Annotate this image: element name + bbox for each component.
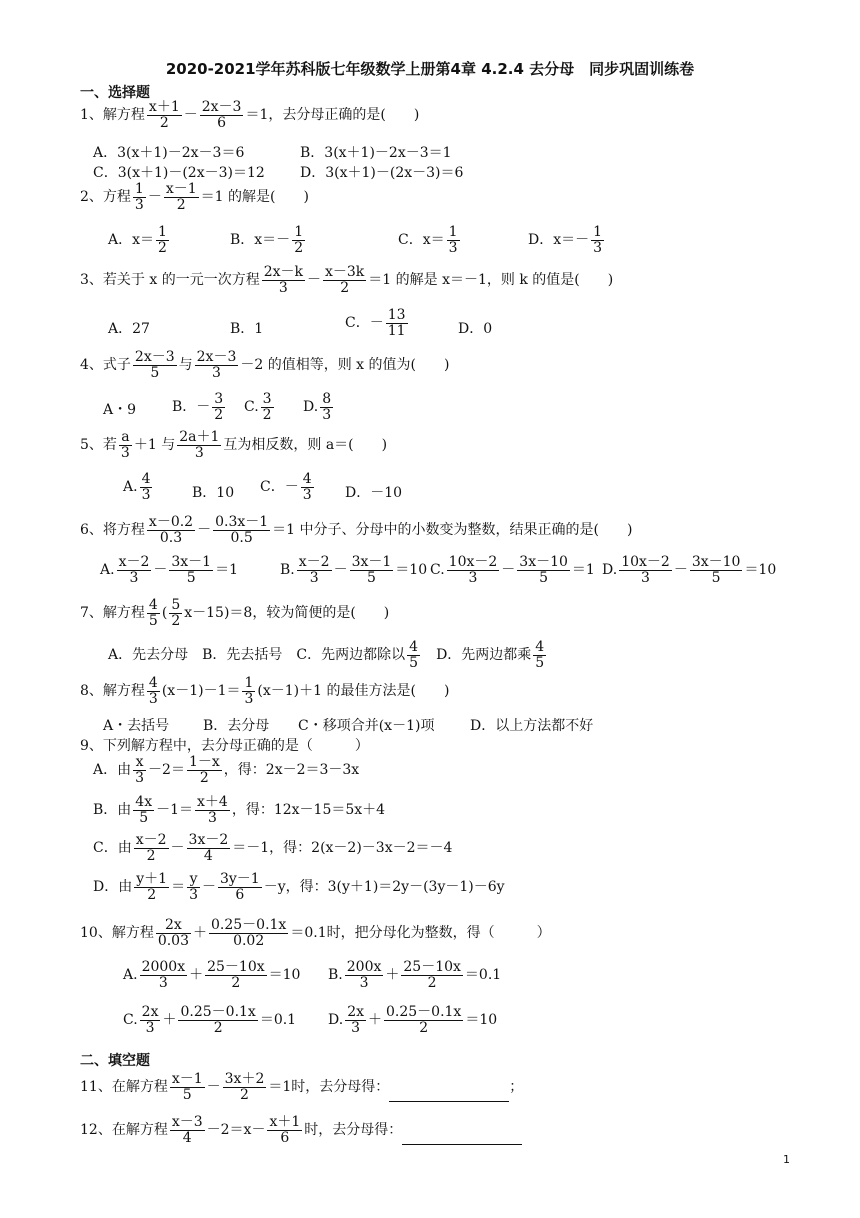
q9-option-c: C．由 $\frac{x-2}{2}$ － $\frac{3x-2}{4}$ ＝－1，得：2(x－2)－3x－2＝－4 <box>93 832 453 864</box>
q10-option-c: C. $\frac{2x}{3}$ ＋ $\frac{0.25-0.1x}{2}$ ＝0.1 <box>123 1004 297 1036</box>
q10-option-a: A. $\frac{2000x}{3}$ ＋ $\frac{25-10x}{2}$ ＝10 <box>123 959 301 991</box>
question-1: 1、解方程 $\frac{x+1}{2}$ － $\frac{2x-3}{6}$ ＝1，去分母正确的是( ) <box>80 99 420 131</box>
question-5: 5、若 $\frac{a}{3}$ ＋1 与 $\frac{2a+1}{3}$ 互为相反数，则 a＝( ) <box>80 429 388 461</box>
q2-option-a: A．x＝ $\frac{1}{2}$ <box>108 224 167 256</box>
q12-answer-blank[interactable] <box>402 1130 522 1145</box>
q2-option-b: B．x＝－ $\frac{1}{2}$ <box>230 224 304 256</box>
question-3: 3、若关于 x 的一元一次方程 $\frac{2x-k}{3}$ － $\frac{x-3k}{2}$ ＝1 的解是 x＝－1，则 k 的值是( ) <box>80 264 614 296</box>
q5-option-c: C．－ $\frac{4}{3}$ <box>260 471 312 503</box>
question-10: 10、解方程 $\frac{2x}{0.03}$ ＋ $\frac{0.25-0.1x}{0.02}$ ＝0.1时，把分母化为整数，得（ ） <box>80 917 551 949</box>
q3-option-b: B．1 <box>230 321 264 337</box>
q9-option-a: A．由 $\frac{x}{3}$ －2＝ $\frac{1-x}{2}$ ，得：2x－2＝3－3x <box>93 754 360 786</box>
q10-option-d: D. $\frac{2x}{3}$ ＋ $\frac{0.25-0.1x}{2}$ ＝10 <box>328 1004 498 1036</box>
section-choice-heading: 一、选择题 <box>80 85 150 101</box>
q3-option-d: D．0 <box>458 321 493 337</box>
question-4: 4、式子 $\frac{2x-3}{5}$ 与 $\frac{2x-3}{3}$ －2 的值相等，则 x 的值为( ) <box>80 349 450 381</box>
q6-option-a: A. $\frac{x-2}{3}$ － $\frac{3x-1}{5}$ ＝1 <box>100 554 239 586</box>
q1-option-a: A．3(x＋1)－2x－3＝6 <box>93 145 245 161</box>
question-9: 9、下列解方程中，去分母正确的是（ ） <box>80 738 369 754</box>
q1-option-d: D．3(x＋1)－(2x－3)＝6 <box>300 165 464 181</box>
q6-option-b: B. $\frac{x-2}{3}$ － $\frac{3x-1}{5}$ ＝10 <box>280 554 428 586</box>
q9-option-d: D．由 $\frac{y+1}{2}$ ＝ $\frac{y}{3}$ － $\frac{3y-1}{6}$ －y，得：3(y＋1)＝2y－(3y－1)－6y <box>93 871 505 903</box>
q2-option-c: C．x＝ $\frac{1}{3}$ <box>398 224 458 256</box>
q5-option-b: B．10 <box>192 485 235 501</box>
q4-option-c: C. $\frac{3}{2}$ <box>244 391 272 423</box>
q6-option-c: C. $\frac{10x-2}{3}$ － $\frac{3x-10}{5}$ ＝1 <box>430 554 595 586</box>
q2-option-d: D．x＝－ $\frac{1}{3}$ <box>528 224 603 256</box>
q10-option-b: B. $\frac{200x}{3}$ ＋ $\frac{25-10x}{2}$ ＝0.1 <box>328 959 502 991</box>
q4-option-a: A・9 <box>103 402 137 418</box>
q11-answer-blank[interactable] <box>389 1087 509 1102</box>
question-12: 12、在解方程 $\frac{x-3}{4}$ －2＝x－ $\frac{x+1}{6}$ 时，去分母得： <box>80 1115 522 1145</box>
question-6: 6、将方程 $\frac{x-0.2}{0.3}$ － $\frac{0.3x-1}{0.5}$ ＝1 中分子、分母中的小数变为整数，结果正确的是( ) <box>80 514 633 546</box>
question-7: 7、解方程 $\frac{4}{5}$ ( $\frac{5}{2}$ x－15)＝8，较为简便的是( ) <box>80 597 390 629</box>
q8-option-d: D．以上方法都不好 <box>470 718 594 734</box>
q8-option-b: B．去分母 <box>203 718 270 734</box>
q9-option-b: B．由 $\frac{4x}{5}$ －1＝ $\frac{x+4}{3}$ ，得：12x－15＝5x＋4 <box>93 794 386 826</box>
q3-option-c: C．－ $\frac{13}{11}$ <box>345 307 406 339</box>
question-11: 11、在解方程 $\frac{x-1}{5}$ － $\frac{3x+2}{2}$ ＝1时，去分母得： ； <box>80 1071 524 1103</box>
section-fill-heading: 二、填空题 <box>80 1053 150 1069</box>
q8-option-a: A・去括号 <box>103 718 170 734</box>
q6-option-d: D. $\frac{10x-2}{3}$ － $\frac{3x-10}{5}$ ＝10 <box>602 554 777 586</box>
page-number: 1 <box>783 1153 790 1166</box>
q1-option-c: C．3(x＋1)－(2x－3)＝12 <box>93 165 265 181</box>
q8-option-c: C・移项合并(x－1)项 <box>298 718 435 734</box>
q7-options: A．先去分母 B．先去括号 C．先两边都除以 $\frac{4}{5}$ D．先两边都乘 $\frac{4}{5}$ <box>108 639 545 671</box>
q3-option-a: A．27 <box>108 321 150 337</box>
q5-option-a: A. $\frac{4}{3}$ <box>123 471 151 503</box>
q5-option-d: D．－10 <box>345 485 403 501</box>
q1-option-b: B．3(x＋1)－2x－3＝1 <box>300 145 452 161</box>
question-2: 2、方程 $\frac{1}{3}$ － $\frac{x-1}{2}$ ＝1 的解是( ) <box>80 181 309 213</box>
question-8: 8、解方程 $\frac{4}{3}$ (x－1)－1＝ $\frac{1}{3}$ (x－1)＋1 的最佳方法是( ) <box>80 675 450 707</box>
q4-option-d: D. $\frac{8}{3}$ <box>303 391 332 423</box>
page-title: 2020-2021学年苏科版七年级数学上册第4章 4.2.4 去分母 同步巩固训练卷 <box>165 60 695 78</box>
q4-option-b: B．－ $\frac{3}{2}$ <box>172 391 224 423</box>
